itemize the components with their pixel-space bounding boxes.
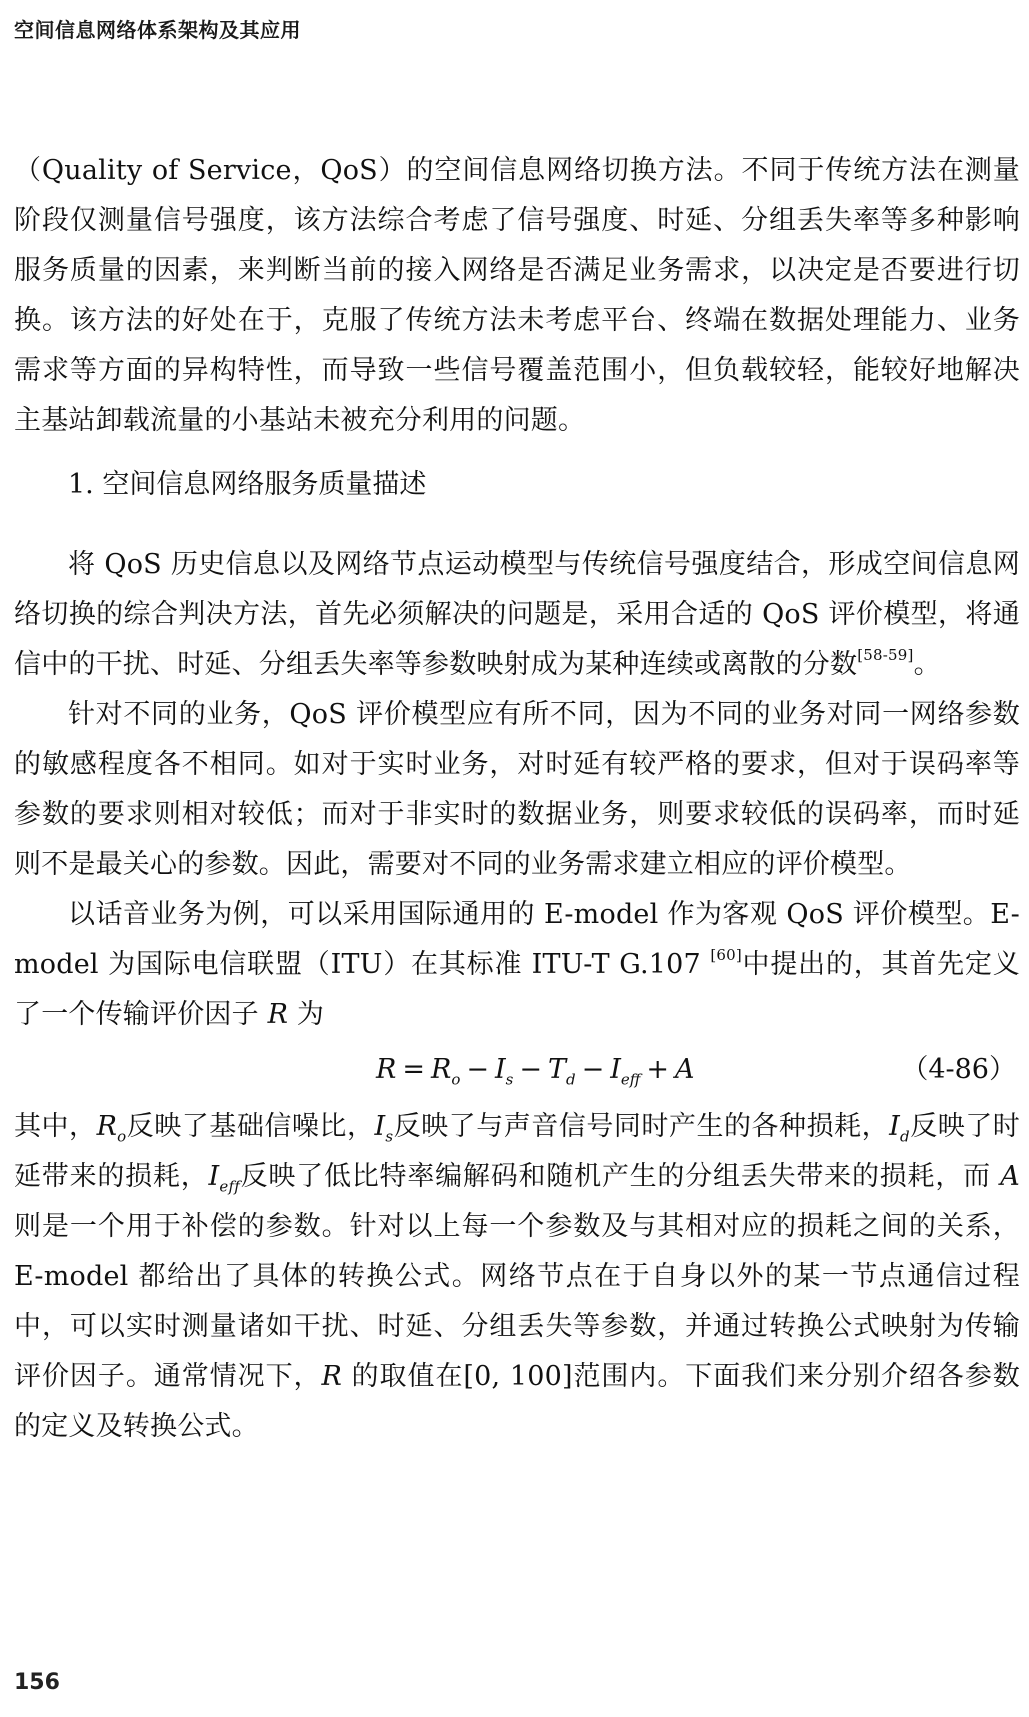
- paragraph-1: （Quality of Service，QoS）的空间信息网络切换方法。不同于传统方法在测量阶段仅测量信号强度，该方法综合考虑了信号强度、时延、分组丢失率等多种影响服务质量的因素，来判断当前的接入网络是否满足业务需求，以决定是否要进行切换。该方法的好处在于，克服了传统方法未考虑平台、终端在数据处理能力、业务需求等方面的异构特性，而导致一些信号覆盖范围小，但负载较轻，能较好地解决主基站卸载流量的小基站未被充分利用的问题。: [14, 155, 1020, 436]
- citation-60: [60]: [710, 946, 742, 964]
- section-heading: 1. 空间信息网络服务质量描述: [68, 469, 427, 500]
- var-a: A: [1000, 1161, 1020, 1192]
- paragraph-4: [14, 890, 1020, 1040]
- p5-s2: 反映了基础信噪比，: [126, 1111, 375, 1142]
- eq-lhs: R: [376, 1054, 397, 1085]
- var-i-d: I: [889, 1111, 901, 1142]
- var-r: R: [321, 1361, 343, 1392]
- p5-s4: 反映了时延带来的损耗，: [14, 1111, 1020, 1192]
- variable-r: R: [267, 999, 289, 1030]
- var-i-s-sub: s: [385, 1127, 394, 1146]
- eq-minus-3: −: [581, 1054, 605, 1085]
- page-body: [14, 146, 1020, 1452]
- var-r-o-sub: o: [117, 1127, 127, 1146]
- eq-minus-1: −: [466, 1054, 489, 1085]
- eq-sub-d: d: [565, 1070, 576, 1089]
- equation-body: [376, 1048, 695, 1092]
- page-number: 156: [14, 1670, 60, 1695]
- paragraph-2-end: 。: [913, 649, 941, 680]
- eq-sub-o: o: [451, 1070, 461, 1089]
- paragraph-5: [14, 1102, 1020, 1452]
- eq-plus: +: [646, 1054, 670, 1085]
- eq-sub-eff: eff: [620, 1070, 641, 1089]
- eq-minus-2: −: [519, 1054, 542, 1085]
- var-r-o: R: [96, 1111, 118, 1142]
- equation-number: （4-86）: [901, 1054, 1016, 1085]
- paragraph-4-text-1: 以话音业务为例，可以采用国际通用的 E-model 作为客观 QoS 评价模型。E-model 为国际电信联盟（ITU）在其标准 ITU-T G.107: [14, 899, 1020, 980]
- running-head: 空间信息网络体系架构及其应用: [14, 18, 301, 42]
- var-i-eff: I: [208, 1161, 220, 1192]
- var-i-s: I: [374, 1111, 386, 1142]
- p5-s5: 反映了低比特率编解码和随机产生的分组丢失带来的损耗，而: [240, 1161, 1001, 1192]
- equation-4-86: [14, 1040, 1020, 1102]
- eq-term-i: I: [494, 1054, 506, 1085]
- var-i-d-sub: d: [900, 1127, 910, 1146]
- p5-s1: 其中，: [14, 1111, 97, 1142]
- paragraph-2-text: 将 QoS 历史信息以及网络节点运动模型与传统信号强度结合，形成空间信息网络切换的综合判决方法，首先必须解决的问题是，采用合适的 QoS 评价模型，将通信中的干扰、时延、分组丢失率等参数映射成为某种连续或离散的分数: [14, 549, 1020, 680]
- p5-s6: 则是一个用于补偿的参数。针对以上每一个参数及与其相对应的损耗之间的关系，E-model 都给出了具体的转换公式。网络节点在于自身以外的某一节点通信过程中，可以实时测量诸如干扰、时延、分组丢失等参数，并通过转换公式映射为传输评价因子。通常情况下，: [14, 1211, 1020, 1392]
- var-i-eff-sub: eff: [219, 1177, 240, 1196]
- paragraph-4-text-3: 为: [288, 999, 325, 1030]
- eq-term-t: T: [547, 1054, 566, 1085]
- eq-term-r: R: [430, 1054, 452, 1085]
- paragraph-3: 针对不同的业务，QoS 评价模型应有所不同，因为不同的业务对同一网络参数的敏感程度各不相同。如对于实时业务，对时延有较严格的要求，但对于误码率等参数的要求则相对较低；而对于非实时的数据业务，则要求较低的误码率，而时延则不是最关心的参数。因此，需要对不同的业务需求建立相应的评价模型。: [14, 699, 1020, 880]
- paragraph-2: [14, 540, 1020, 690]
- p5-s7: 的取值在[0, 100]范围内。下面我们来分别介绍各参数的定义及转换公式。: [14, 1361, 1020, 1442]
- eq-equals: =: [402, 1054, 425, 1085]
- citation-58-59: [58-59]: [857, 646, 914, 664]
- paragraph-4-text-2: 中提出的，其首先定义了一个传输评价因子: [14, 949, 1020, 1030]
- eq-sub-s: s: [505, 1070, 514, 1089]
- p5-s3: 反映了与声音信号同时产生的各种损耗，: [393, 1111, 890, 1142]
- eq-term-a: A: [675, 1054, 695, 1085]
- eq-term-i-eff: I: [610, 1054, 621, 1085]
